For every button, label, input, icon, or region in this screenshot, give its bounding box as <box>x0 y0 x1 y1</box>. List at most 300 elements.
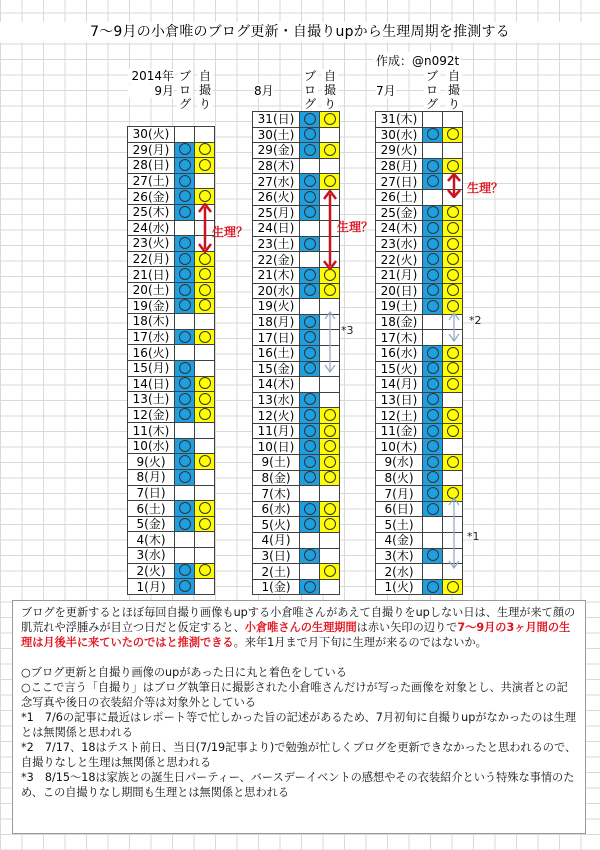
selfie-mark-cell <box>195 127 215 143</box>
date-cell: 19(金) <box>128 298 175 314</box>
date-cell: 17(水) <box>128 329 175 345</box>
circle-mark-icon <box>427 300 439 312</box>
selfie-mark-cell <box>443 455 463 471</box>
blog-mark-cell <box>175 392 195 408</box>
circle-mark-icon <box>324 456 336 468</box>
circle-mark-icon <box>179 284 191 296</box>
date-cell: 24(水) <box>128 220 175 236</box>
calendar-row <box>128 516 215 532</box>
calendar-row <box>253 439 340 455</box>
circle-mark-icon <box>304 175 316 187</box>
selfie-mark-cell <box>320 548 340 564</box>
selfie-mark-cell <box>320 579 340 595</box>
calendar-row <box>376 345 463 361</box>
blog-mark-cell <box>175 454 195 470</box>
calendar-row <box>376 205 463 221</box>
date-cell: 14(月) <box>376 377 423 393</box>
calendar-row <box>253 283 340 299</box>
selfie-mark-cell <box>320 439 340 455</box>
date-cell: 27(土) <box>128 173 175 189</box>
date-cell: 21(日) <box>128 267 175 283</box>
selfie-mark-cell <box>195 579 215 595</box>
circle-mark-icon <box>427 471 439 483</box>
note1-ref: *1 <box>467 530 480 543</box>
calendar-row <box>253 377 340 393</box>
date-cell: 26(火) <box>253 189 300 205</box>
circle-mark-icon <box>199 268 211 280</box>
circle-mark-icon <box>427 487 439 499</box>
calendar-row <box>253 517 340 533</box>
summary-text-3: 。来年1月まで月下旬に生理が来るのではないか。 <box>233 636 487 649</box>
blog-mark-cell <box>175 360 195 376</box>
selfie-mark-cell <box>443 158 463 174</box>
circle-mark-icon <box>179 393 191 405</box>
blog-mark-cell <box>300 408 320 424</box>
circle-mark-icon <box>179 175 191 187</box>
blog-mark-cell <box>175 142 195 158</box>
circle-mark-icon <box>199 331 211 343</box>
calendar-row <box>128 438 215 454</box>
blog-mark-cell <box>175 438 195 454</box>
circle-mark-icon <box>447 160 459 172</box>
circle-mark-icon <box>179 502 191 514</box>
date-cell: 21(木) <box>253 267 300 283</box>
blog-mark-cell <box>423 501 443 517</box>
date-cell: 18(金) <box>376 314 423 330</box>
page-title: 7～9月の小倉唯のブログ更新・自撮りupから生理周期を推測する <box>0 22 600 42</box>
circle-mark-icon <box>447 269 459 281</box>
circle-mark-icon <box>304 113 316 125</box>
date-cell: 2(水) <box>376 564 423 580</box>
blog-mark-cell <box>175 189 195 205</box>
circle-mark-icon <box>199 564 211 576</box>
circle-mark-icon <box>427 393 439 405</box>
selfie-mark-cell <box>320 501 340 517</box>
date-cell: 7(木) <box>253 486 300 502</box>
selfie-mark-cell <box>195 345 215 361</box>
calendar-row <box>128 532 215 548</box>
summary-text-2: は赤い矢印の辺りで <box>356 621 458 634</box>
blog-mark-cell <box>423 361 443 377</box>
date-cell: 15(月) <box>128 360 175 376</box>
date-cell: 19(火) <box>253 299 300 315</box>
calendar-row <box>128 251 215 267</box>
calendar-row <box>128 158 215 174</box>
calendar-row <box>253 112 340 128</box>
calendar-row <box>376 236 463 252</box>
circle-mark-icon <box>324 284 336 296</box>
calendar-row <box>376 158 463 174</box>
blog-mark-cell <box>175 127 195 143</box>
circle-mark-icon <box>179 564 191 576</box>
calendar-row <box>128 298 215 314</box>
circle-mark-icon <box>447 284 459 296</box>
circle-mark-icon <box>179 408 191 420</box>
circle-mark-icon <box>304 409 316 421</box>
date-cell: 1(火) <box>376 579 423 595</box>
circle-mark-icon <box>304 191 316 203</box>
date-cell: 23(土) <box>253 236 300 252</box>
circle-mark-icon <box>179 580 191 592</box>
circle-mark-icon <box>304 471 316 483</box>
circle-mark-icon <box>304 144 316 156</box>
circle-mark-icon <box>179 206 191 218</box>
blog-mark-cell <box>423 345 443 361</box>
selfie-mark-cell <box>195 563 215 579</box>
selfie-mark-cell <box>195 516 215 532</box>
selfie-mark-cell <box>320 455 340 471</box>
selfie-mark-cell <box>195 282 215 298</box>
blog-mark-cell <box>175 267 195 283</box>
july-label: 7月 <box>376 84 396 98</box>
date-cell: 17(日) <box>253 330 300 346</box>
circle-mark-icon <box>304 238 316 250</box>
selfie-mark-cell <box>195 454 215 470</box>
summary-text-1: ブログを更新するとほぼ毎回自撮り画像もupする小倉唯さんがあえて自撮りをupしない日は、生理が来て顔の肌荒れや浮腫みが目立つ日だと仮定すると、 <box>21 606 576 634</box>
selfie-mark-cell <box>443 112 463 128</box>
date-cell: 5(金) <box>128 516 175 532</box>
selfie-mark-cell <box>443 127 463 143</box>
calendar-row <box>253 392 340 408</box>
circle-mark-icon <box>324 518 336 530</box>
date-cell: 13(土) <box>128 392 175 408</box>
date-cell: 18(月) <box>253 314 300 330</box>
blog-mark-cell <box>175 470 195 486</box>
notes-box <box>12 600 586 834</box>
date-cell: 9(水) <box>376 455 423 471</box>
date-cell: 26(土) <box>376 189 423 205</box>
blog-mark-cell <box>300 283 320 299</box>
circle-mark-icon <box>427 175 439 187</box>
date-cell: 14(木) <box>253 377 300 393</box>
blog-mark-cell <box>175 298 195 314</box>
blog-mark-cell <box>423 314 443 330</box>
circle-mark-icon <box>427 206 439 218</box>
footnote-3: *3 8/15～18は家族との誕生日パーティー、バースデーイベントの感想やその衣装紹介という特殊な事情のため、この自撮りなし期間も生理とは無関係と思われる <box>21 771 575 799</box>
author-credit: 作成：@n092t <box>376 54 460 68</box>
calendar-row <box>128 282 215 298</box>
selfie-mark-cell <box>195 267 215 283</box>
blog-mark-cell <box>175 314 195 330</box>
selfie-mark-cell <box>443 252 463 268</box>
footnote-1: *1 7/6の記事に最近はレポート等で忙しかった旨の記述があるため、7月初旬に自撮りupがなかったのは生理とは無関係と思われる <box>21 711 577 739</box>
circle-mark-icon <box>304 440 316 452</box>
blog-mark-cell <box>423 579 443 595</box>
blog-mark-cell <box>300 174 320 190</box>
circle-mark-icon <box>199 299 211 311</box>
calendar-row <box>253 127 340 143</box>
date-cell: 22(月) <box>128 251 175 267</box>
september-period-arrow-icon <box>198 203 212 253</box>
calendar-row <box>376 392 463 408</box>
blog-mark-cell <box>423 392 443 408</box>
summary-highlight-1: 小倉唯さんの生理期間 <box>244 621 357 634</box>
calendar-row <box>128 485 215 501</box>
circle-mark-icon <box>324 113 336 125</box>
blog-mark-cell <box>300 158 320 174</box>
august-label: 8月 <box>254 84 274 98</box>
circle-mark-icon <box>427 253 439 265</box>
blog-mark-cell <box>423 299 443 315</box>
circle-mark-icon <box>179 471 191 483</box>
selfie-mark-cell <box>195 251 215 267</box>
circle-mark-icon <box>304 206 316 218</box>
circle-mark-icon <box>179 190 191 202</box>
circle-mark-icon <box>427 549 439 561</box>
circle-mark-icon <box>324 440 336 452</box>
date-cell: 25(金) <box>376 205 423 221</box>
selfie-mark-cell <box>443 392 463 408</box>
blog-mark-cell <box>300 143 320 159</box>
selfie-mark-cell <box>443 205 463 221</box>
circle-mark-icon <box>447 425 459 437</box>
circle-mark-icon <box>179 362 191 374</box>
calendar-row <box>253 470 340 486</box>
date-cell: 8(金) <box>253 470 300 486</box>
circle-mark-icon <box>199 393 211 405</box>
date-cell: 8(火) <box>376 470 423 486</box>
september-selfie-header: 自 撮 り <box>198 69 211 111</box>
date-cell: 11(月) <box>253 423 300 439</box>
circle-mark-icon <box>199 284 211 296</box>
date-cell: 11(金) <box>376 423 423 439</box>
selfie-mark-cell <box>443 470 463 486</box>
circle-mark-icon <box>179 331 191 343</box>
blog-mark-cell <box>423 470 443 486</box>
date-cell: 27(水) <box>253 174 300 190</box>
blog-mark-cell <box>300 221 320 237</box>
date-cell: 12(火) <box>253 408 300 424</box>
date-cell: 20(水) <box>253 283 300 299</box>
calendar-row <box>253 579 340 595</box>
date-cell: 10(木) <box>376 439 423 455</box>
circle-mark-icon <box>304 331 316 343</box>
blog-mark-cell <box>423 517 443 533</box>
date-cell: 15(金) <box>253 361 300 377</box>
date-cell: 13(日) <box>376 392 423 408</box>
circle-mark-icon <box>427 456 439 468</box>
circle-mark-icon <box>179 440 191 452</box>
blog-mark-cell <box>300 236 320 252</box>
circle-mark-icon <box>304 456 316 468</box>
calendar-row <box>376 127 463 143</box>
calendar-row <box>253 455 340 471</box>
date-cell: 31(木) <box>376 112 423 128</box>
date-cell: 28(木) <box>253 158 300 174</box>
selfie-mark-cell <box>320 158 340 174</box>
circle-mark-icon <box>447 128 459 140</box>
selfie-mark-cell <box>320 143 340 159</box>
date-cell: 31(日) <box>253 112 300 128</box>
blog-mark-cell <box>300 533 320 549</box>
calendar-row <box>376 408 463 424</box>
circle-mark-icon <box>447 222 459 234</box>
blog-mark-cell <box>300 205 320 221</box>
calendar-row <box>128 407 215 423</box>
selfie-mark-cell <box>195 298 215 314</box>
date-cell: 25(木) <box>128 204 175 220</box>
blog-mark-cell <box>423 221 443 237</box>
selfie-mark-cell <box>443 439 463 455</box>
blog-mark-cell <box>175 204 195 220</box>
circle-mark-icon <box>304 425 316 437</box>
circle-mark-icon <box>179 143 191 155</box>
date-cell: 11(木) <box>128 423 175 439</box>
september-blog-header: ブ ロ グ <box>178 69 191 111</box>
blog-mark-cell <box>300 486 320 502</box>
date-cell: 3(木) <box>376 548 423 564</box>
date-cell: 2(火) <box>128 563 175 579</box>
circle-mark-icon <box>179 299 191 311</box>
date-cell: 4(木) <box>128 532 175 548</box>
date-cell: 5(土) <box>376 517 423 533</box>
august-blog-header: ブ ロ グ <box>303 69 316 111</box>
selfie-mark-cell <box>320 377 340 393</box>
selfie-mark-cell <box>195 173 215 189</box>
selfie-mark-cell <box>320 174 340 190</box>
date-cell: 30(土) <box>253 127 300 143</box>
date-cell: 21(月) <box>376 267 423 283</box>
blog-mark-cell <box>300 267 320 283</box>
date-cell: 4(金) <box>376 533 423 549</box>
july-selfie-header: 自 撮 り <box>447 69 460 111</box>
note3-arrow-icon <box>323 311 337 373</box>
date-cell: 14(日) <box>128 376 175 392</box>
blog-mark-cell <box>175 251 195 267</box>
note3-ref: *3 <box>341 324 354 337</box>
selfie-mark-cell <box>443 579 463 595</box>
circle-mark-icon <box>427 503 439 515</box>
calendar-row <box>128 314 215 330</box>
date-cell: 28(月) <box>376 158 423 174</box>
blog-mark-cell <box>423 112 443 128</box>
date-cell: 13(水) <box>253 392 300 408</box>
calendar-row <box>376 143 463 159</box>
selfie-mark-cell <box>195 548 215 564</box>
circle-mark-icon <box>447 456 459 468</box>
selfie-mark-cell <box>195 158 215 174</box>
blog-mark-cell <box>423 267 443 283</box>
circle-mark-icon <box>179 159 191 171</box>
selfie-mark-cell <box>320 564 340 580</box>
circle-mark-icon <box>427 409 439 421</box>
selfie-mark-cell <box>195 376 215 392</box>
calendar-row <box>128 563 215 579</box>
blog-mark-cell <box>423 143 443 159</box>
date-cell: 30(水) <box>376 127 423 143</box>
calendar-row <box>128 423 215 439</box>
selfie-mark-cell <box>195 470 215 486</box>
blog-mark-cell <box>175 236 195 252</box>
circle-mark-icon <box>179 377 191 389</box>
selfie-mark-cell <box>443 221 463 237</box>
blog-mark-cell <box>300 112 320 128</box>
calendar-row <box>376 579 463 595</box>
calendar-row <box>253 564 340 580</box>
calendar-row <box>253 548 340 564</box>
selfie-mark-cell <box>320 517 340 533</box>
date-cell: 10(水) <box>128 438 175 454</box>
blog-mark-cell <box>300 330 320 346</box>
blog-mark-cell <box>175 548 195 564</box>
blog-mark-cell <box>300 127 320 143</box>
date-cell: 15(火) <box>376 361 423 377</box>
circle-mark-icon <box>447 378 459 390</box>
selfie-mark-cell <box>195 438 215 454</box>
blog-mark-cell <box>175 376 195 392</box>
calendar-row <box>128 345 215 361</box>
blog-mark-cell <box>300 579 320 595</box>
september-calendar <box>127 126 215 595</box>
selfie-mark-cell <box>195 314 215 330</box>
summary-paragraph <box>21 605 577 650</box>
circle-mark-icon <box>324 425 336 437</box>
blog-mark-cell <box>423 283 443 299</box>
blog-mark-cell <box>175 407 195 423</box>
date-cell: 9(火) <box>128 454 175 470</box>
blog-mark-cell <box>300 423 320 439</box>
blog-mark-cell <box>423 486 443 502</box>
circle-mark-icon <box>304 362 316 374</box>
blog-mark-cell <box>423 205 443 221</box>
circle-mark-icon <box>199 408 211 420</box>
circle-mark-icon <box>199 143 211 155</box>
circle-mark-icon <box>324 565 336 577</box>
blog-mark-cell <box>175 158 195 174</box>
calendar-row <box>128 470 215 486</box>
circle-mark-icon <box>304 581 316 593</box>
date-cell: 1(月) <box>128 579 175 595</box>
date-cell: 3(水) <box>128 548 175 564</box>
selfie-mark-cell <box>320 408 340 424</box>
circle-mark-icon <box>447 238 459 250</box>
circle-mark-icon <box>427 378 439 390</box>
blog-mark-cell <box>423 377 443 393</box>
calendar-row <box>128 173 215 189</box>
august-period-label: 生理？ <box>337 220 374 234</box>
calendar-row <box>376 470 463 486</box>
date-cell: 16(火) <box>128 345 175 361</box>
blog-mark-cell <box>300 345 320 361</box>
circle-mark-icon <box>199 190 211 202</box>
date-cell: 25(月) <box>253 205 300 221</box>
blog-mark-cell <box>175 173 195 189</box>
blog-mark-cell <box>423 408 443 424</box>
circle-mark-icon <box>427 440 439 452</box>
blog-mark-cell <box>175 501 195 517</box>
selfie-mark-cell <box>195 392 215 408</box>
july-period-label: 生理？ <box>467 181 504 195</box>
selfie-definition-note: ○ここで言う「自撮り」はブログ執筆日に撮影された小倉唯さんだけが写った画像を対象とし、共演者との記念写真や後日の衣装紹介等は対象外としている <box>21 681 568 709</box>
calendar-row <box>376 267 463 283</box>
blog-mark-cell <box>175 485 195 501</box>
circle-mark-icon <box>427 269 439 281</box>
circle-mark-icon <box>179 455 191 467</box>
footnote-2: *2 7/17、18はテスト前日、当日(7/19記事より)で勉強が忙しくブログを更新できなかったと思われるので、自撮りなしと生理は無関係と思われる <box>21 741 577 769</box>
calendar-row <box>376 455 463 471</box>
calendar-row <box>128 142 215 158</box>
calendar-row <box>253 533 340 549</box>
date-cell: 23(火) <box>128 236 175 252</box>
august-selfie-header: 自 撮 り <box>323 69 336 111</box>
circle-mark-icon <box>427 581 439 593</box>
date-cell: 19(土) <box>376 299 423 315</box>
date-cell: 24(日) <box>253 221 300 237</box>
date-cell: 3(日) <box>253 548 300 564</box>
date-cell: 8(月) <box>128 470 175 486</box>
blog-mark-cell <box>175 329 195 345</box>
circle-mark-icon <box>324 175 336 187</box>
